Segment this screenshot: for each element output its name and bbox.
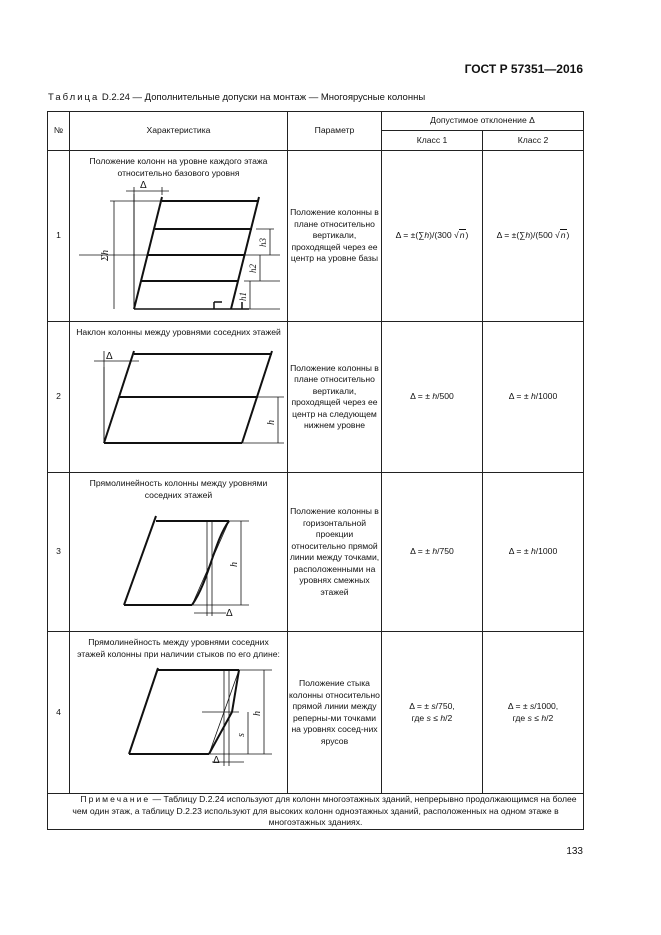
- row-class2: Δ = ± h/1000: [483, 473, 584, 632]
- row-characteristic: [70, 151, 288, 322]
- row-num: 3: [48, 473, 70, 632]
- figure-column-position: [74, 179, 284, 319]
- figure-column-straightness: [74, 501, 284, 626]
- characteristic-text: Прямолинейность между уровнями соседних этажей колонны при наличии стыков по его длине:: [77, 637, 280, 659]
- characteristic-text: Положение колонн на уровне каждого этажа относительно базового уровня: [89, 156, 268, 178]
- row-class1: Δ = ± s/750, где s ≤ h/2: [382, 632, 483, 794]
- header-class1: Класс 1: [382, 131, 483, 151]
- label-h2: h2: [247, 264, 258, 273]
- tolerance-table: [47, 111, 584, 830]
- figure-column-joint-straightness: [74, 660, 284, 772]
- standard-number: ГОСТ Р 57351—2016: [464, 62, 583, 76]
- row-parameter: Положение колонны в плане относительно вертикали, проходящей через ее центр на следующем нижнем уровне: [288, 322, 382, 473]
- label-delta: Δ: [105, 350, 113, 362]
- figure-column-inclination: [74, 339, 284, 459]
- characteristic-text: Прямолинейность колонны между уровнями соседних этажей: [89, 478, 268, 500]
- row-characteristic: [70, 473, 288, 632]
- characteristic-text: Наклон колонны между уровнями соседних этажей: [76, 327, 281, 337]
- label-sum-h: Σh: [99, 250, 111, 261]
- table-row: [48, 322, 584, 473]
- header-parameter: Параметр: [288, 112, 382, 151]
- label-delta: Δ: [139, 180, 147, 191]
- header-class2: Класс 2: [483, 131, 584, 151]
- header-characteristic: Характеристика: [70, 112, 288, 151]
- row-parameter: Положение стыка колонны относительно прямой линии между реперны-ми точками на уровнях сосед-них ярусов: [288, 632, 382, 794]
- table-row: [48, 151, 584, 322]
- label-h: h: [228, 562, 240, 567]
- note-text: — Таблицу D.2.24 используют для колонн многоэтажных зданий, непрерывно продолжающимся на более чем один этаж, а таблицу D.2.23 используют для высоких колонн одноэтажных зданий, расположенных на одном этаже в многоэтажных зданиях.: [72, 794, 577, 827]
- row-class1: Δ = ±(∑h)/(300 √n): [382, 151, 483, 322]
- label-h: h: [265, 419, 277, 425]
- header-num: №: [48, 112, 70, 151]
- header-deviation: Допустимое отклонение Δ: [382, 112, 584, 131]
- caption-label: Таблица: [48, 92, 100, 103]
- table-row: [48, 632, 584, 794]
- row-num: 2: [48, 322, 70, 473]
- row-characteristic: [70, 322, 288, 473]
- row-characteristic: [70, 632, 288, 794]
- label-s: s: [235, 733, 247, 737]
- sqrt-icon: √: [454, 230, 459, 241]
- table-caption: [48, 92, 425, 103]
- row-num: 1: [48, 151, 70, 322]
- note-label: Примечание: [80, 794, 151, 804]
- label-h3: h3: [257, 238, 268, 247]
- row-num: 4: [48, 632, 70, 794]
- table-note: [48, 794, 584, 830]
- page-number: 133: [566, 846, 583, 857]
- label-delta: Δ: [225, 608, 233, 619]
- label-h: h: [251, 711, 263, 716]
- row-parameter: Положение колонны в плане относительно вертикали, проходящей через ее центр на уровне базы: [288, 151, 382, 322]
- row-class2: Δ = ±(∑h)/(500 √n): [483, 151, 584, 322]
- row-class2: Δ = ± h/1000: [483, 322, 584, 473]
- caption-text: D.2.24 — Дополнительные допуски на монтаж — Многоярусные колонны: [101, 92, 426, 103]
- sqrt-icon: √: [555, 230, 560, 241]
- label-delta: Δ: [212, 755, 220, 766]
- row-parameter: Положение колонны в горизонтальной проекции относительно прямой линии между точками, расположенными на уровнях смежных этажей: [288, 473, 382, 632]
- table-row: [48, 473, 584, 632]
- row-class1: Δ = ± h/500: [382, 322, 483, 473]
- row-class1: Δ = ± h/750: [382, 473, 483, 632]
- row-class2: Δ = ± s/1000, где s ≤ h/2: [483, 632, 584, 794]
- table-note-row: [48, 794, 584, 830]
- label-h1: h1: [237, 292, 248, 301]
